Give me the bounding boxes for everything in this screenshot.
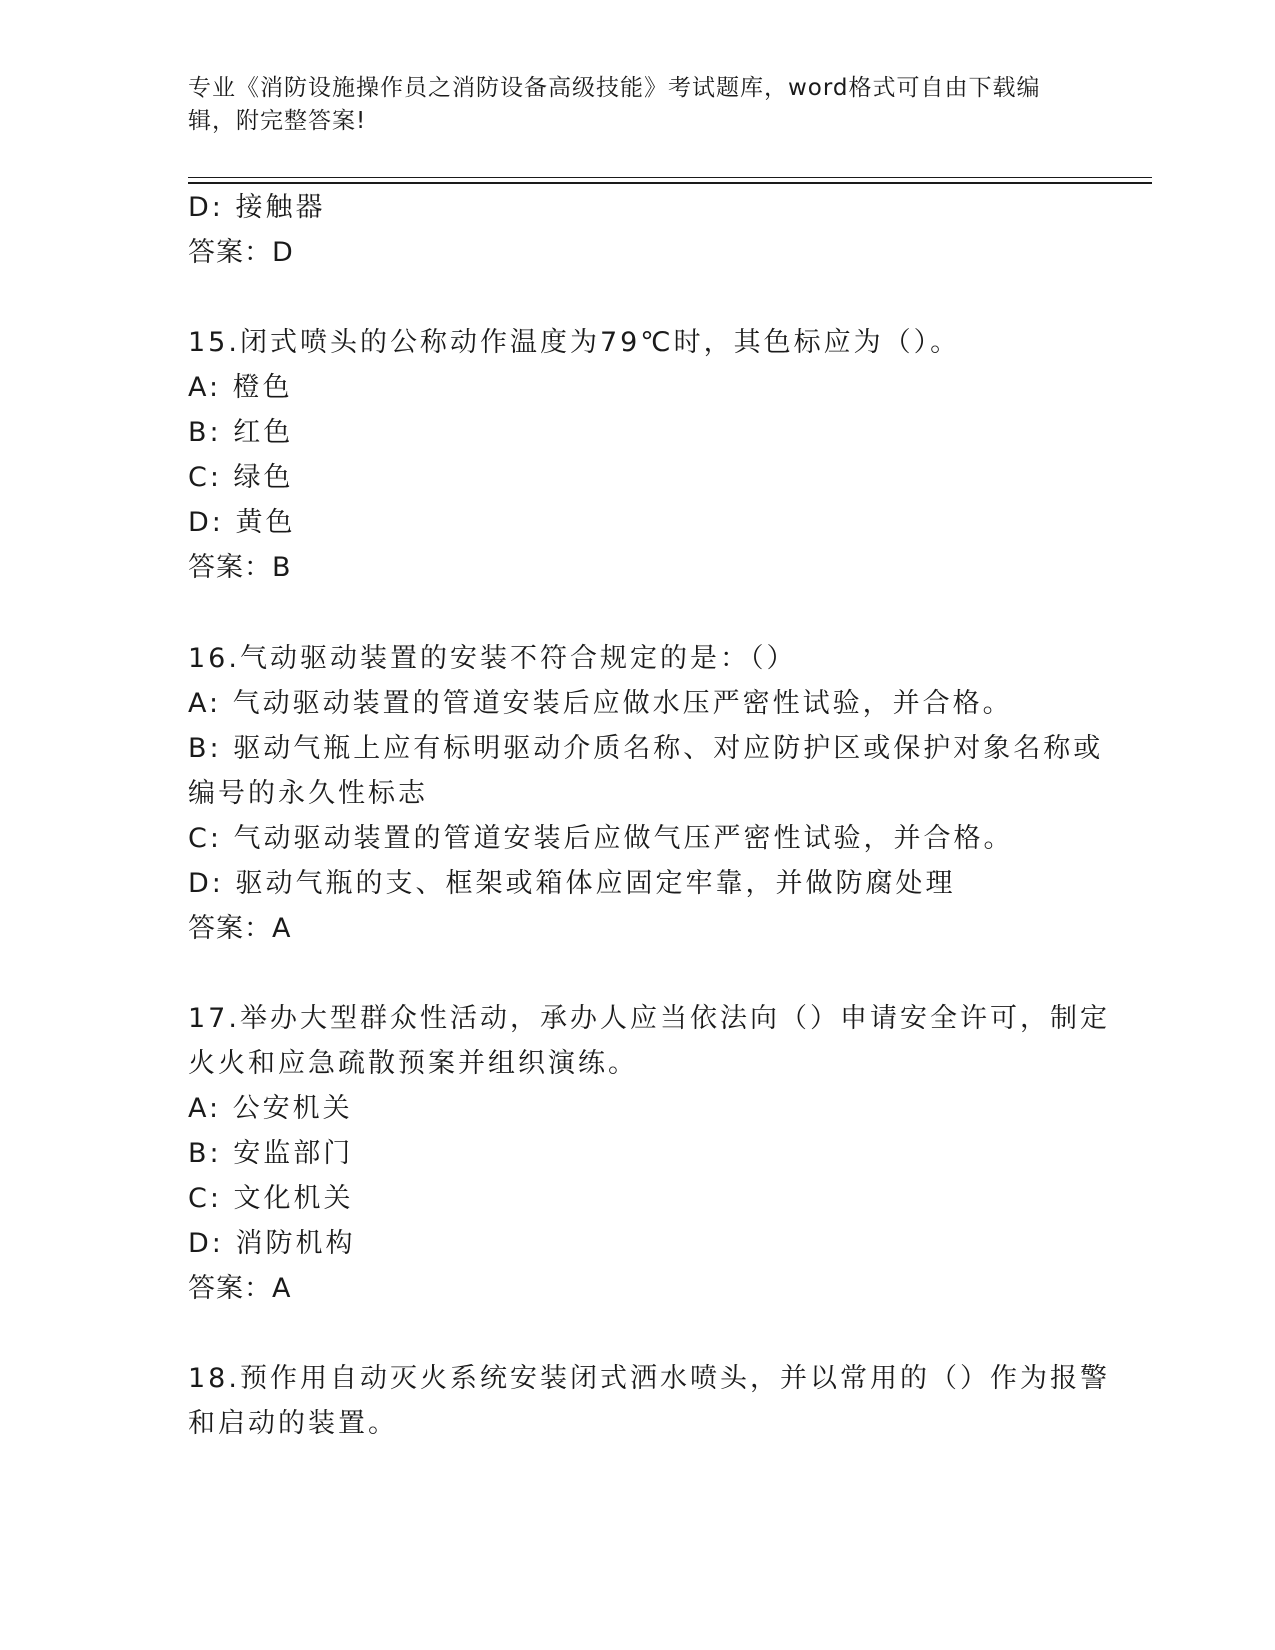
- question-17-stem-line-1: 17.举办大型群众性活动，承办人应当依法向（）申请安全许可，制定: [188, 1003, 1110, 1034]
- question-16-option-c: C: 气动驱动装置的管道安装后应做气压严密性试验，并合格。: [188, 823, 1014, 854]
- question-15-option-c: C: 绿色: [188, 462, 294, 493]
- question-16-option-a: A: 气动驱动装置的管道安装后应做水压严密性试验，并合格。: [188, 688, 1013, 719]
- header-divider-thick: [188, 182, 1152, 184]
- question-17-answer: 答案：A: [188, 1273, 292, 1304]
- question-17-option-b: B: 安监部门: [188, 1138, 354, 1169]
- question-16-option-d: D: 驱动气瓶的支、框架或箱体应固定牢靠，并做防腐处理: [188, 868, 956, 899]
- header-divider-thin: [188, 177, 1152, 178]
- header-line-1: 专业《消防设施操作员之消防设备高级技能》考试题库，word格式可自由下载编: [188, 75, 1041, 101]
- question-15-option-d: D: 黄色: [188, 507, 296, 538]
- question-17-option-a: A: 公安机关: [188, 1093, 353, 1124]
- question-16-answer: 答案：A: [188, 913, 292, 944]
- question-15-stem: 15.闭式喷头的公称动作温度为79℃时，其色标应为（）。: [188, 327, 961, 358]
- question-16-stem: 16.气动驱动装置的安装不符合规定的是：（）: [188, 643, 797, 674]
- question-18-stem-line-1: 18.预作用自动灭火系统安装闭式洒水喷头，并以常用的（）作为报警: [188, 1363, 1110, 1394]
- question-15-option-a: A: 橙色: [188, 372, 293, 403]
- page-header: [188, 72, 1068, 138]
- prev-option-d: D: 接触器: [188, 192, 326, 223]
- question-17-option-c: C: 文化机关: [188, 1183, 354, 1214]
- question-15-option-b: B: 红色: [188, 417, 294, 448]
- question-16-option-b-line-1: B: 驱动气瓶上应有标明驱动介质名称、对应防护区或保护对象名称或: [188, 733, 1104, 764]
- question-15-answer: 答案：B: [188, 552, 292, 583]
- question-17-option-d: D: 消防机构: [188, 1228, 356, 1259]
- question-16-option-b-line-2: 编号的永久性标志: [188, 778, 428, 809]
- header-line-2: 辑，附完整答案!: [188, 108, 367, 134]
- question-17-stem-line-2: 火火和应急疏散预案并组织演练。: [188, 1048, 638, 1079]
- prev-answer: 答案：D: [188, 237, 294, 268]
- question-18-stem-line-2: 和启动的装置。: [188, 1408, 398, 1439]
